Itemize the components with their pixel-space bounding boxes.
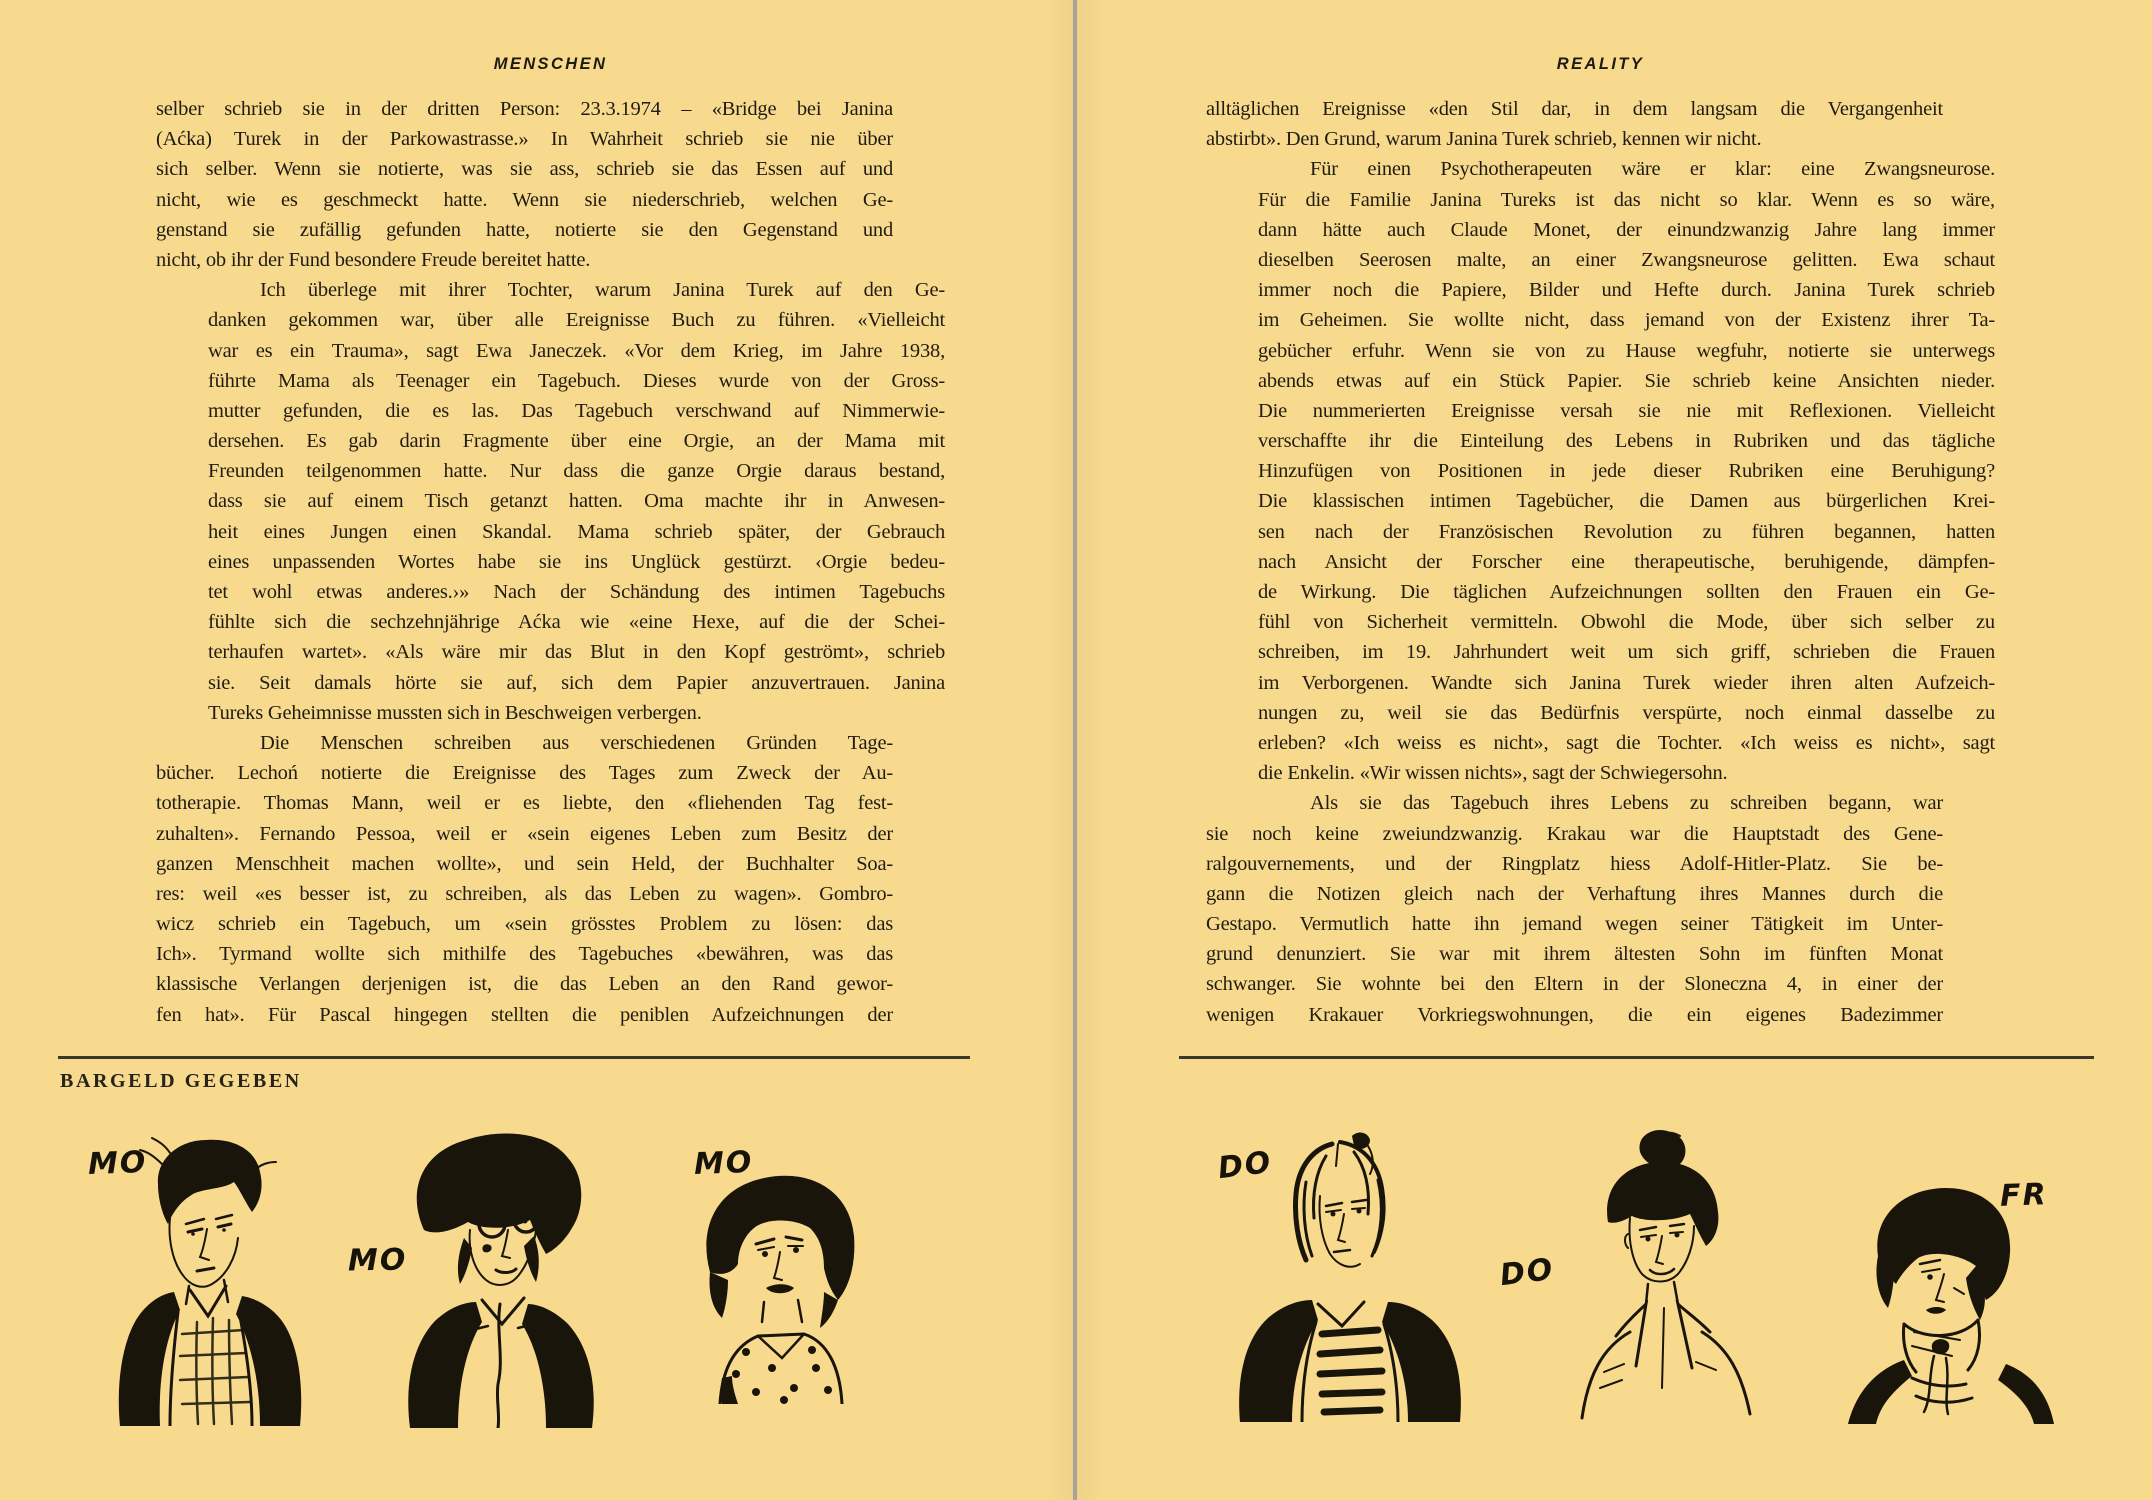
text-line: ralgouvernements, und der Ringplatz hiess Adolf-Hitler-Platz. Sie be- — [1206, 852, 1943, 875]
text-line: Ich». Tyrmand wollte sich mithilfe des Tagebuches «bewähren, was das — [156, 943, 893, 966]
text-line: fühlte sich die sechzehnjährige Aćka wie «eine Hexe, auf die der Schei- — [208, 611, 945, 634]
text-line: nicht, wie es geschmeckt hatte. Wenn sie niederschrieb, welchen Ge- — [156, 188, 893, 211]
text-line: ganzen Menschheit machen wollte», und sein Held, der Buchhalter Soa- — [156, 852, 893, 875]
day-label-do-1: DO — [1216, 1144, 1275, 1187]
text-line: danken gekommen war, über alle Ereignisse Buch zu führen. «Vielleicht — [208, 309, 945, 332]
text-line: Hinzufügen von Positionen in jede dieser Rubriken eine Beruhigung? — [1258, 460, 1995, 483]
text-line: Als sie das Tagebuch ihres Lebens zu schreiben begann, war — [1310, 792, 1943, 815]
portrait-sketch-updo-bun — [1544, 1122, 1788, 1422]
text-line: dersehen. Es gab darin Fragmente über eine Orgie, an der Mama mit — [208, 430, 945, 453]
text-line: de Wirkung. Die täglichen Aufzeichnungen sollten den Frauen ein Ge- — [1258, 581, 1995, 603]
text-line: nicht, ob ihr der Fund besondere Freude bereitet hatte. — [156, 248, 591, 271]
text-line: zuhalten». Fernando Pessoa, weil er «sein eigenes Leben zum Besitz der — [156, 822, 893, 845]
text-line: gann die Notizen gleich nach der Verhaftung ihres Mannes durch die — [1206, 882, 1943, 905]
portrait-sketch-woman-bob — [664, 1142, 900, 1404]
text-line: im Verborgenen. Wandte sich Janina Turek wieder ihren alten Aufzeich- — [1258, 671, 1995, 694]
text-line: dieselben Seerosen malte, an einer Zwangsneurose gelitten. Ewa schaut — [1258, 248, 1995, 271]
day-label-fr: FR — [1999, 1177, 2049, 1214]
text-line: res: weil «es besser ist, zu schreiben, als das Leben zu wagen». Gombro- — [156, 882, 893, 905]
text-line: alltäglichen Ereignisse «den Stil dar, in dem langsam die Vergangenheit — [1206, 98, 1943, 120]
text-line: mutter gefunden, die es las. Das Tagebuch verschwand auf Nimmerwie- — [208, 399, 945, 422]
text-line: immer noch die Papiere, Bilder und Hefte durch. Janina Turek schrieb — [1258, 279, 1995, 302]
portrait-sketch-girl-coat — [1214, 1122, 1486, 1422]
portrait-sketch-man-plaid — [94, 1126, 324, 1426]
day-label-mo-3: MO — [693, 1144, 754, 1183]
text-line: abstirbt». Den Grund, warum Janina Turek schrieb, kennen wir nicht. — [1206, 128, 1762, 151]
text-line: sen nach der Französischen Revolution zu führen begannen, hatten — [1258, 520, 1995, 543]
text-line: war es ein Trauma», sagt Ewa Janeczek. «Vor dem Krieg, im Jahre 1938, — [208, 339, 945, 362]
text-line: bücher. Lechoń notierte die Ereignisse des Tages zum Zweck der Au- — [156, 762, 893, 785]
text-line: Ich überlege mit ihrer Tochter, warum Janina Turek auf den Ge- — [260, 279, 945, 302]
left-footer-rule — [58, 1056, 970, 1059]
page-gutter-line — [1073, 0, 1077, 1500]
text-line: dass sie auf einem Tisch getanzt hatten. Oma machte ihr in Anwesen- — [208, 490, 945, 513]
text-line: die Enkelin. «Wir wissen nichts», sagt der Schwiegersohn. — [1258, 762, 1728, 785]
text-line: Für einen Psychotherapeuten wäre er klar: eine Zwangsneurose. — [1310, 158, 1995, 181]
text-line: selber schrieb sie in der dritten Person: 23.3.1974 – «Bridge bei Janina — [156, 98, 893, 120]
text-line: schwanger. Sie wohnte bei den Eltern in der Sloneczna 4, in einer der — [1206, 973, 1943, 996]
day-label-do-2: DO — [1498, 1251, 1557, 1294]
text-line: klassische Verlangen derjenigen ist, die das Leben an den Rand gewor- — [156, 973, 893, 996]
text-line: gebücher erfuhr. Wenn sie von zu Hause wegfuhr, notierte sie unterwegs — [1258, 339, 1995, 362]
text-line: totherapie. Thomas Mann, weil er es liebte, den «fliehenden Tag fest- — [156, 792, 893, 815]
day-label-mo-2: MO — [347, 1242, 408, 1279]
text-line: fühl von Sicherheit vermitteln. Obwohl die Mode, über sich selber zu — [1258, 611, 1995, 634]
left-running-head: MENSCHEN — [493, 55, 608, 73]
text-line: Für die Familie Janina Tureks ist das nicht so klar. Wenn es so wäre, — [1258, 188, 1995, 211]
text-line: abends etwas auf ein Stück Papier. Sie schrieb keine Ansichten nieder. — [1258, 369, 1995, 392]
text-line: Tureks Geheimnisse mussten sich in Beschweigen verbergen. — [208, 701, 702, 724]
text-line: schreiben, im 19. Jahrhundert weit um sich griff, schrieben die Frauen — [1258, 641, 1995, 664]
text-line: sie noch keine zweiundzwanzig. Krakau war die Hauptstadt des Gene- — [1206, 822, 1943, 845]
text-line: eines unpassenden Wortes habe sie ins Unglück gestürzt. ‹Orgie bedeu- — [208, 550, 945, 573]
day-label-mo-1: MO — [87, 1144, 148, 1183]
text-line: fen hat». Für Pascal hingegen stellten die peniblen Aufzeichnungen der — [156, 1003, 893, 1026]
text-line: Die Menschen schreiben aus verschiedenen Gründen Tage- — [260, 731, 893, 754]
text-line: grund denunziert. Sie war mit ihrem ältesten Sohn im fünften Monat — [1206, 943, 1943, 966]
right-running-head: REALITY — [1556, 55, 1645, 73]
text-line: erleben? «Ich weiss es nicht», sagt die Tochter. «Ich weiss es nicht», sagt — [1258, 731, 1995, 754]
portrait-sketch-glasses-dark-hair — [376, 1118, 628, 1428]
text-line: im Geheimen. Sie wollte nicht, dass jemand von der Existenz ihrer Ta- — [1258, 309, 1995, 332]
text-line: sich selber. Wenn sie notierte, was sie ass, schrieb sie das Essen auf und — [156, 158, 893, 181]
text-line: Freunden teilgenommen hatte. Nur dass die ganze Orgie daraus bestand, — [208, 460, 945, 483]
left-text-column — [156, 94, 945, 1030]
portrait-sketch-woman-kerchief — [1820, 1156, 2082, 1424]
text-line: führte Mama als Teenager ein Tagebuch. Dieses wurde von der Gross- — [208, 369, 945, 392]
text-line: dann hätte auch Claude Monet, der einundzwanzig Jahre lang immer — [1258, 218, 1995, 241]
left-caption: BARGELD GEGEBEN — [60, 1070, 302, 1092]
text-line: nungen zu, weil sie das Bedürfnis verspürte, noch einmal dasselbe zu — [1258, 701, 1995, 724]
right-text-column — [1206, 94, 1995, 1030]
text-line: tet wohl etwas anderes.›» Nach der Schändung des intimen Tagebuchs — [208, 581, 945, 603]
text-line: verschaffte ihr die Einteilung des Lebens in Rubriken und das tägliche — [1258, 430, 1995, 453]
text-line: Die nummerierten Ereignisse versah sie nie mit Reflexionen. Vielleicht — [1258, 399, 1995, 422]
text-line: sie. Seit damals hörte sie auf, sich dem Papier anzuvertrauen. Janina — [208, 671, 945, 694]
text-line: wenigen Krakauer Vorkriegswohnungen, die ein eigenes Badezimmer — [1206, 1003, 1943, 1026]
text-line: Gestapo. Vermutlich hatte ihn jemand wegen seiner Tätigkeit im Unter- — [1206, 913, 1943, 936]
text-line: heit eines Jungen einen Skandal. Mama schrieb später, der Gebrauch — [208, 520, 945, 543]
right-footer-rule — [1179, 1056, 2094, 1059]
text-line: genstand sie zufällig gefunden hatte, notierte sie den Gegenstand und — [156, 218, 893, 241]
text-line: terhaufen wartet». «Als wäre mir das Blut in den Kopf geströmt», schrieb — [208, 641, 945, 664]
text-line: nach Ansicht der Forscher eine therapeutische, beruhigende, dämpfen- — [1258, 550, 1995, 573]
text-line: Die klassischen intimen Tagebücher, die Damen aus bürgerlichen Krei- — [1258, 490, 1995, 513]
text-line: wicz schrieb ein Tagebuch, um «sein grösstes Problem zu lösen: das — [156, 913, 893, 936]
text-line: (Aćka) Turek in der Parkowastrasse.» In Wahrheit schrieb sie nie über — [156, 128, 893, 151]
